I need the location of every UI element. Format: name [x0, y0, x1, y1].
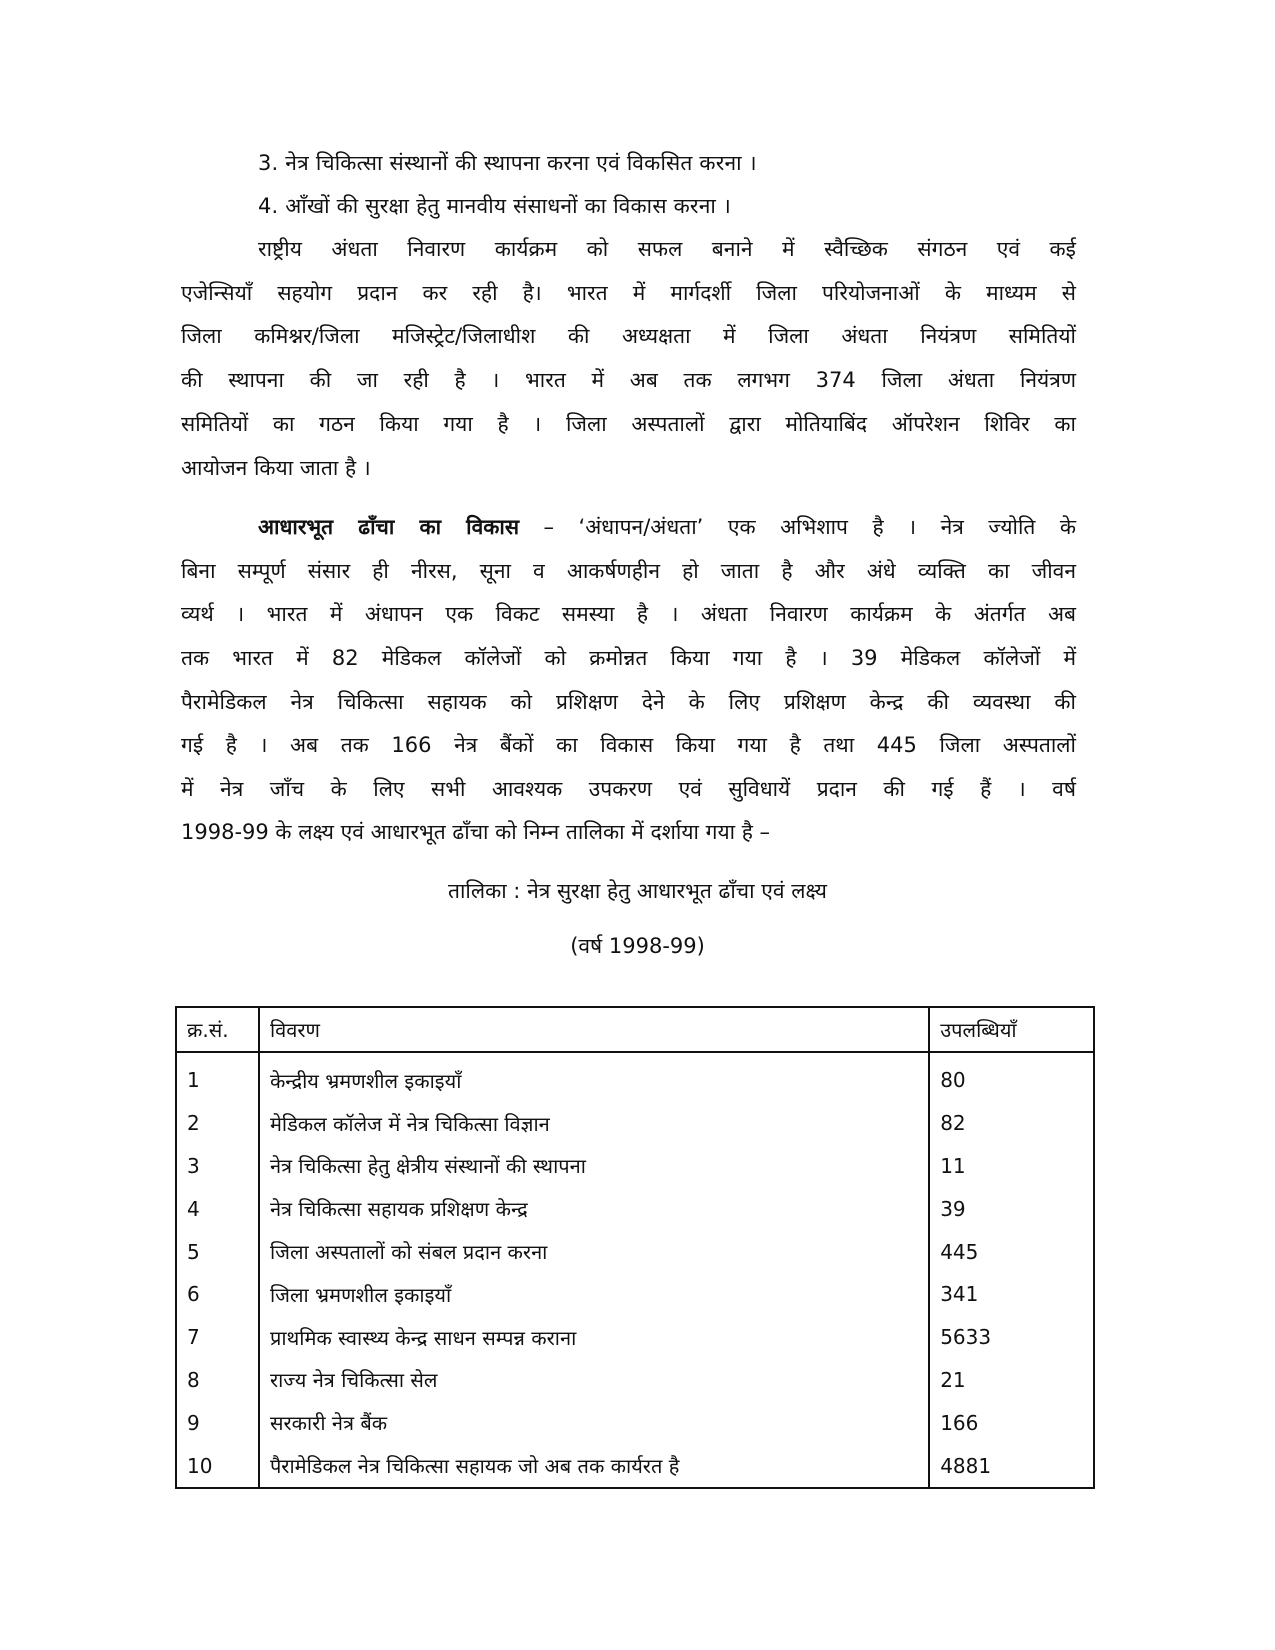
- cell-description: मेडिकल कॉलेज में नेत्र चिकित्सा विज्ञान: [259, 1102, 929, 1145]
- cell-serial-no: 2: [176, 1102, 259, 1145]
- paragraph-2-line-2: बिना सम्पूर्ण संसार ही नीरस, सूना व आकर्षणहीन हो जाता है और अंधे व्यक्ति का जीवन: [181, 559, 1076, 583]
- cell-achievement: 341: [929, 1273, 1094, 1316]
- header-description: विवरण: [259, 1007, 929, 1052]
- table-row: [176, 1444, 1094, 1488]
- paragraph-2-line-4: तक भारत में 82 मेडिकल कॉलेजों को क्रमोन्नत किया गया है । 39 मेडिकल कॉलेजों में: [181, 646, 1076, 670]
- table-header-row: [176, 1007, 1094, 1052]
- cell-serial-no: 3: [176, 1145, 259, 1188]
- cell-serial-no: 5: [176, 1230, 259, 1273]
- cell-description: जिला अस्पतालों को संबल प्रदान करना: [259, 1230, 929, 1273]
- table-row: [176, 1102, 1094, 1145]
- cell-serial-no: 4: [176, 1187, 259, 1230]
- paragraph-1-line-6: आयोजन किया जाता है ।: [181, 456, 371, 480]
- cell-achievement: 445: [929, 1230, 1094, 1273]
- cell-description: नेत्र चिकित्सा सहायक प्रशिक्षण केन्द्र: [259, 1187, 929, 1230]
- list-item-3: 3. नेत्र चिकित्सा संस्थानों की स्थापना करना एवं विकसित करना ।: [258, 151, 757, 175]
- table-row: [176, 1401, 1094, 1444]
- cell-description: केन्द्रीय भ्रमणशील इकाइयाँ: [259, 1052, 929, 1102]
- paragraph-2-line-6: गई है । अब तक 166 नेत्र बैंकों का विकास किया गया है तथा 445 जिला अस्पतालों: [181, 733, 1076, 757]
- cell-description: नेत्र चिकित्सा हेतु क्षेत्रीय संस्थानों की स्थापना: [259, 1145, 929, 1188]
- cell-achievement: 82: [929, 1102, 1094, 1145]
- infrastructure-table: [175, 1006, 1095, 1489]
- cell-achievement: 5633: [929, 1316, 1094, 1359]
- paragraph-1-line-3: जिला कमिश्नर/जिला मजिस्ट्रेट/जिलाधीश की अध्यक्षता में जिला अंधता नियंत्रण समितियों: [181, 324, 1076, 348]
- cell-serial-no: 9: [176, 1401, 259, 1444]
- paragraph-2-line-1: [258, 512, 1076, 542]
- header-achievements: उपलब्धियाँ: [929, 1007, 1094, 1052]
- cell-serial-no: 6: [176, 1273, 259, 1316]
- cell-serial-no: 8: [176, 1359, 259, 1402]
- table-row: [176, 1359, 1094, 1402]
- cell-achievement: 80: [929, 1052, 1094, 1102]
- cell-achievement: 11: [929, 1145, 1094, 1188]
- table-title: तालिका : नेत्र सुरक्षा हेतु आधारभूत ढाँचा एवं लक्ष्य: [447, 879, 827, 903]
- paragraph-1-line-4: की स्थापना की जा रही है । भारत में अब तक लगभग 374 जिला अंधता नियंत्रण: [181, 368, 1076, 392]
- cell-description: जिला भ्रमणशील इकाइयाँ: [259, 1273, 929, 1316]
- table-row: [176, 1052, 1094, 1102]
- cell-description: प्राथमिक स्वास्थ्य केन्द्र साधन सम्पन्न कराना: [259, 1316, 929, 1359]
- table-row: [176, 1316, 1094, 1359]
- paragraph-2-line-8: 1998-99 के लक्ष्य एवं आधारभूत ढाँचा को निम्न तालिका में दर्शाया गया है –: [181, 820, 771, 844]
- paragraph-2-line-1-text: – ‘अंधापन/अंधता’ एक अभिशाप है । नेत्र ज्योति के: [519, 515, 1076, 539]
- cell-description: पैरामेडिकल नेत्र चिकित्सा सहायक जो अब तक कार्यरत है: [259, 1444, 929, 1488]
- paragraph-2-line-3: व्यर्थ । भारत में अंधापन एक विकट समस्या है । अंधता निवारण कार्यक्रम के अंतर्गत अब: [181, 602, 1076, 626]
- table-row: [176, 1230, 1094, 1273]
- cell-achievement: 4881: [929, 1444, 1094, 1488]
- cell-description: राज्य नेत्र चिकित्सा सेल: [259, 1359, 929, 1402]
- cell-achievement: 39: [929, 1187, 1094, 1230]
- paragraph-2-line-5: पैरामेडिकल नेत्र चिकित्सा सहायक को प्रशिक्षण देने के लिए प्रशिक्षण केन्द्र की व्यवस्था की: [181, 690, 1076, 714]
- table-subtitle: (वर्ष 1998-99): [570, 934, 705, 958]
- cell-achievement: 21: [929, 1359, 1094, 1402]
- paragraph-1-line-5: समितियों का गठन किया गया है । जिला अस्पतालों द्वारा मोतियाबिंद ऑपरेशन शिविर का: [181, 412, 1076, 436]
- cell-serial-no: 1: [176, 1052, 259, 1102]
- cell-serial-no: 10: [176, 1444, 259, 1488]
- table-row: [176, 1145, 1094, 1188]
- paragraph-2-line-7: में नेत्र जाँच के लिए सभी आवश्यक उपकरण एवं सुविधायें प्रदान की गई हैं । वर्ष: [181, 777, 1076, 801]
- table-row: [176, 1187, 1094, 1230]
- paragraph-1-line-1: राष्ट्रीय अंधता निवारण कार्यक्रम को सफल बनाने में स्वैच्छिक संगठन एवं कई: [258, 237, 1076, 261]
- paragraph-1-line-2: एजेन्सियाँ सहयोग प्रदान कर रही है। भारत में मार्गदर्शी जिला परियोजनाओं के माध्यम से: [181, 281, 1076, 305]
- list-item-4: 4. आँखों की सुरक्षा हेतु मानवीय संसाधनों का विकास करना ।: [258, 194, 732, 218]
- cell-serial-no: 7: [176, 1316, 259, 1359]
- section-heading: आधारभूत ढाँचा का विकास: [258, 515, 520, 539]
- cell-description: सरकारी नेत्र बैंक: [259, 1401, 929, 1444]
- table-row: [176, 1273, 1094, 1316]
- header-serial-no: क्र.सं.: [176, 1007, 259, 1052]
- cell-achievement: 166: [929, 1401, 1094, 1444]
